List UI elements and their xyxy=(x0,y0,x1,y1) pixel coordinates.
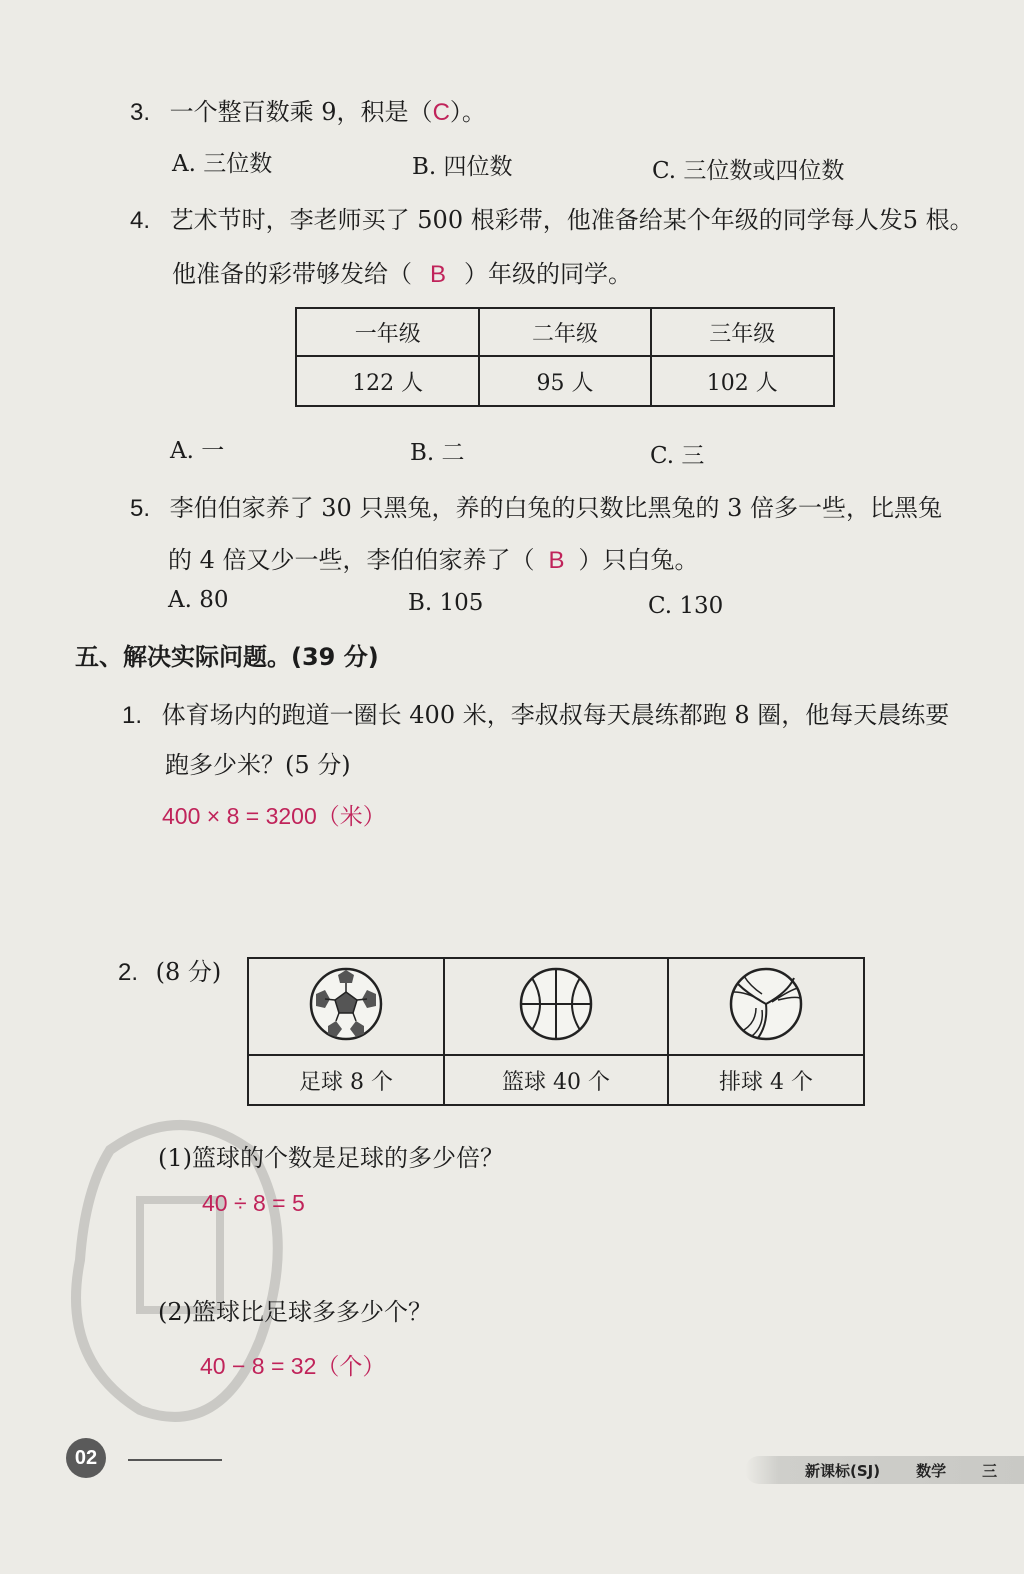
answer-mark: B xyxy=(430,261,447,288)
question-text: ）年级的同学。 xyxy=(464,260,633,288)
grade-table xyxy=(295,307,835,407)
question-number: 1. xyxy=(122,702,143,729)
table-cell: 足球 8 个 xyxy=(248,1055,444,1105)
question-text: 的 4 倍又少一些，李伯伯家养了（ xyxy=(168,546,535,574)
question-number: 4. xyxy=(130,207,151,234)
question-number: 2. xyxy=(118,959,139,986)
volleyball-cell xyxy=(668,958,864,1055)
question-text: 体育场内的跑道一圈长 400 米，李叔叔每天晨练都跑 8 圈，他每天晨练要 xyxy=(161,701,950,729)
basketball-cell xyxy=(444,958,668,1055)
option-b: B. 105 xyxy=(408,590,484,616)
p1-line2: 跑多少米？(5 分) xyxy=(165,751,351,779)
balls-table xyxy=(247,957,865,1106)
table-cell: 122 人 xyxy=(296,356,479,406)
p1-line1 xyxy=(122,695,949,730)
option-c: C. 130 xyxy=(648,593,724,619)
table-header: 一年级 xyxy=(296,308,479,356)
answer-mark: C xyxy=(432,99,450,126)
question-text: 一个整百数乘 9，积是（ xyxy=(169,98,433,126)
table-cell: 篮球 40 个 xyxy=(444,1055,668,1105)
question-text: 艺术节时，李老师买了 500 根彩带，他准备给某个年级的同学每人发5 根。 xyxy=(169,206,974,234)
answer-work: 40 − 8 = 32（个） xyxy=(200,1353,386,1379)
option-a: A. 三位数 xyxy=(172,151,273,177)
subject-label: 数学 xyxy=(916,1461,947,1480)
basketball-icon xyxy=(518,966,594,1042)
q3-line xyxy=(130,92,486,127)
footer-bar xyxy=(745,1456,1024,1484)
table-header: 二年级 xyxy=(479,308,650,356)
page-number: 02 xyxy=(66,1438,106,1478)
q5-line2 xyxy=(168,540,699,575)
question-text: 李伯伯家养了 30 只黑兔，养的白兔的只数比黑兔的 3 倍多一些，比黑兔 xyxy=(169,494,942,522)
option-a: A. 80 xyxy=(168,587,229,613)
q4-line2 xyxy=(172,254,632,289)
footer-rule xyxy=(128,1459,222,1461)
q4-line1 xyxy=(130,200,974,235)
grade-label: 三 xyxy=(982,1461,998,1480)
q5-line1 xyxy=(130,488,942,523)
table-cell: 95 人 xyxy=(479,356,650,406)
edition-label: 新课标(SJ) xyxy=(805,1461,881,1480)
question-number: 5. xyxy=(130,495,151,522)
option-a: A. 一 xyxy=(170,438,225,464)
table-header: 三年级 xyxy=(651,308,834,356)
soccer-ball-icon xyxy=(308,966,384,1042)
table-cell: 102 人 xyxy=(651,356,834,406)
option-c: C. 三位数或四位数 xyxy=(652,158,845,184)
answer-work: 40 ÷ 8 = 5 xyxy=(202,1190,305,1216)
volleyball-icon xyxy=(728,966,804,1042)
question-number: 3. xyxy=(130,99,151,126)
question-text: ）只白兔。 xyxy=(578,546,699,574)
score-label: (8 分) xyxy=(155,958,222,986)
sub-question-2: (2)篮球比足球多多少个？ xyxy=(158,1298,432,1326)
option-c: C. 三 xyxy=(650,443,705,469)
soccer-ball-cell xyxy=(248,958,444,1055)
sub-question-1: (1)篮球的个数是足球的多少倍？ xyxy=(158,1144,504,1172)
answer-work: 400 × 8 = 3200（米） xyxy=(162,803,386,829)
option-b: B. 二 xyxy=(410,440,465,466)
question-text: 他准备的彩带够发给（ xyxy=(172,260,412,288)
table-cell: 排球 4 个 xyxy=(668,1055,864,1105)
question-text: ）。 xyxy=(449,98,486,126)
option-b: B. 四位数 xyxy=(412,154,513,180)
section-title: 五、解决实际问题。(39 分) xyxy=(75,643,379,671)
p2-label xyxy=(118,952,221,987)
answer-mark: B xyxy=(548,547,565,574)
